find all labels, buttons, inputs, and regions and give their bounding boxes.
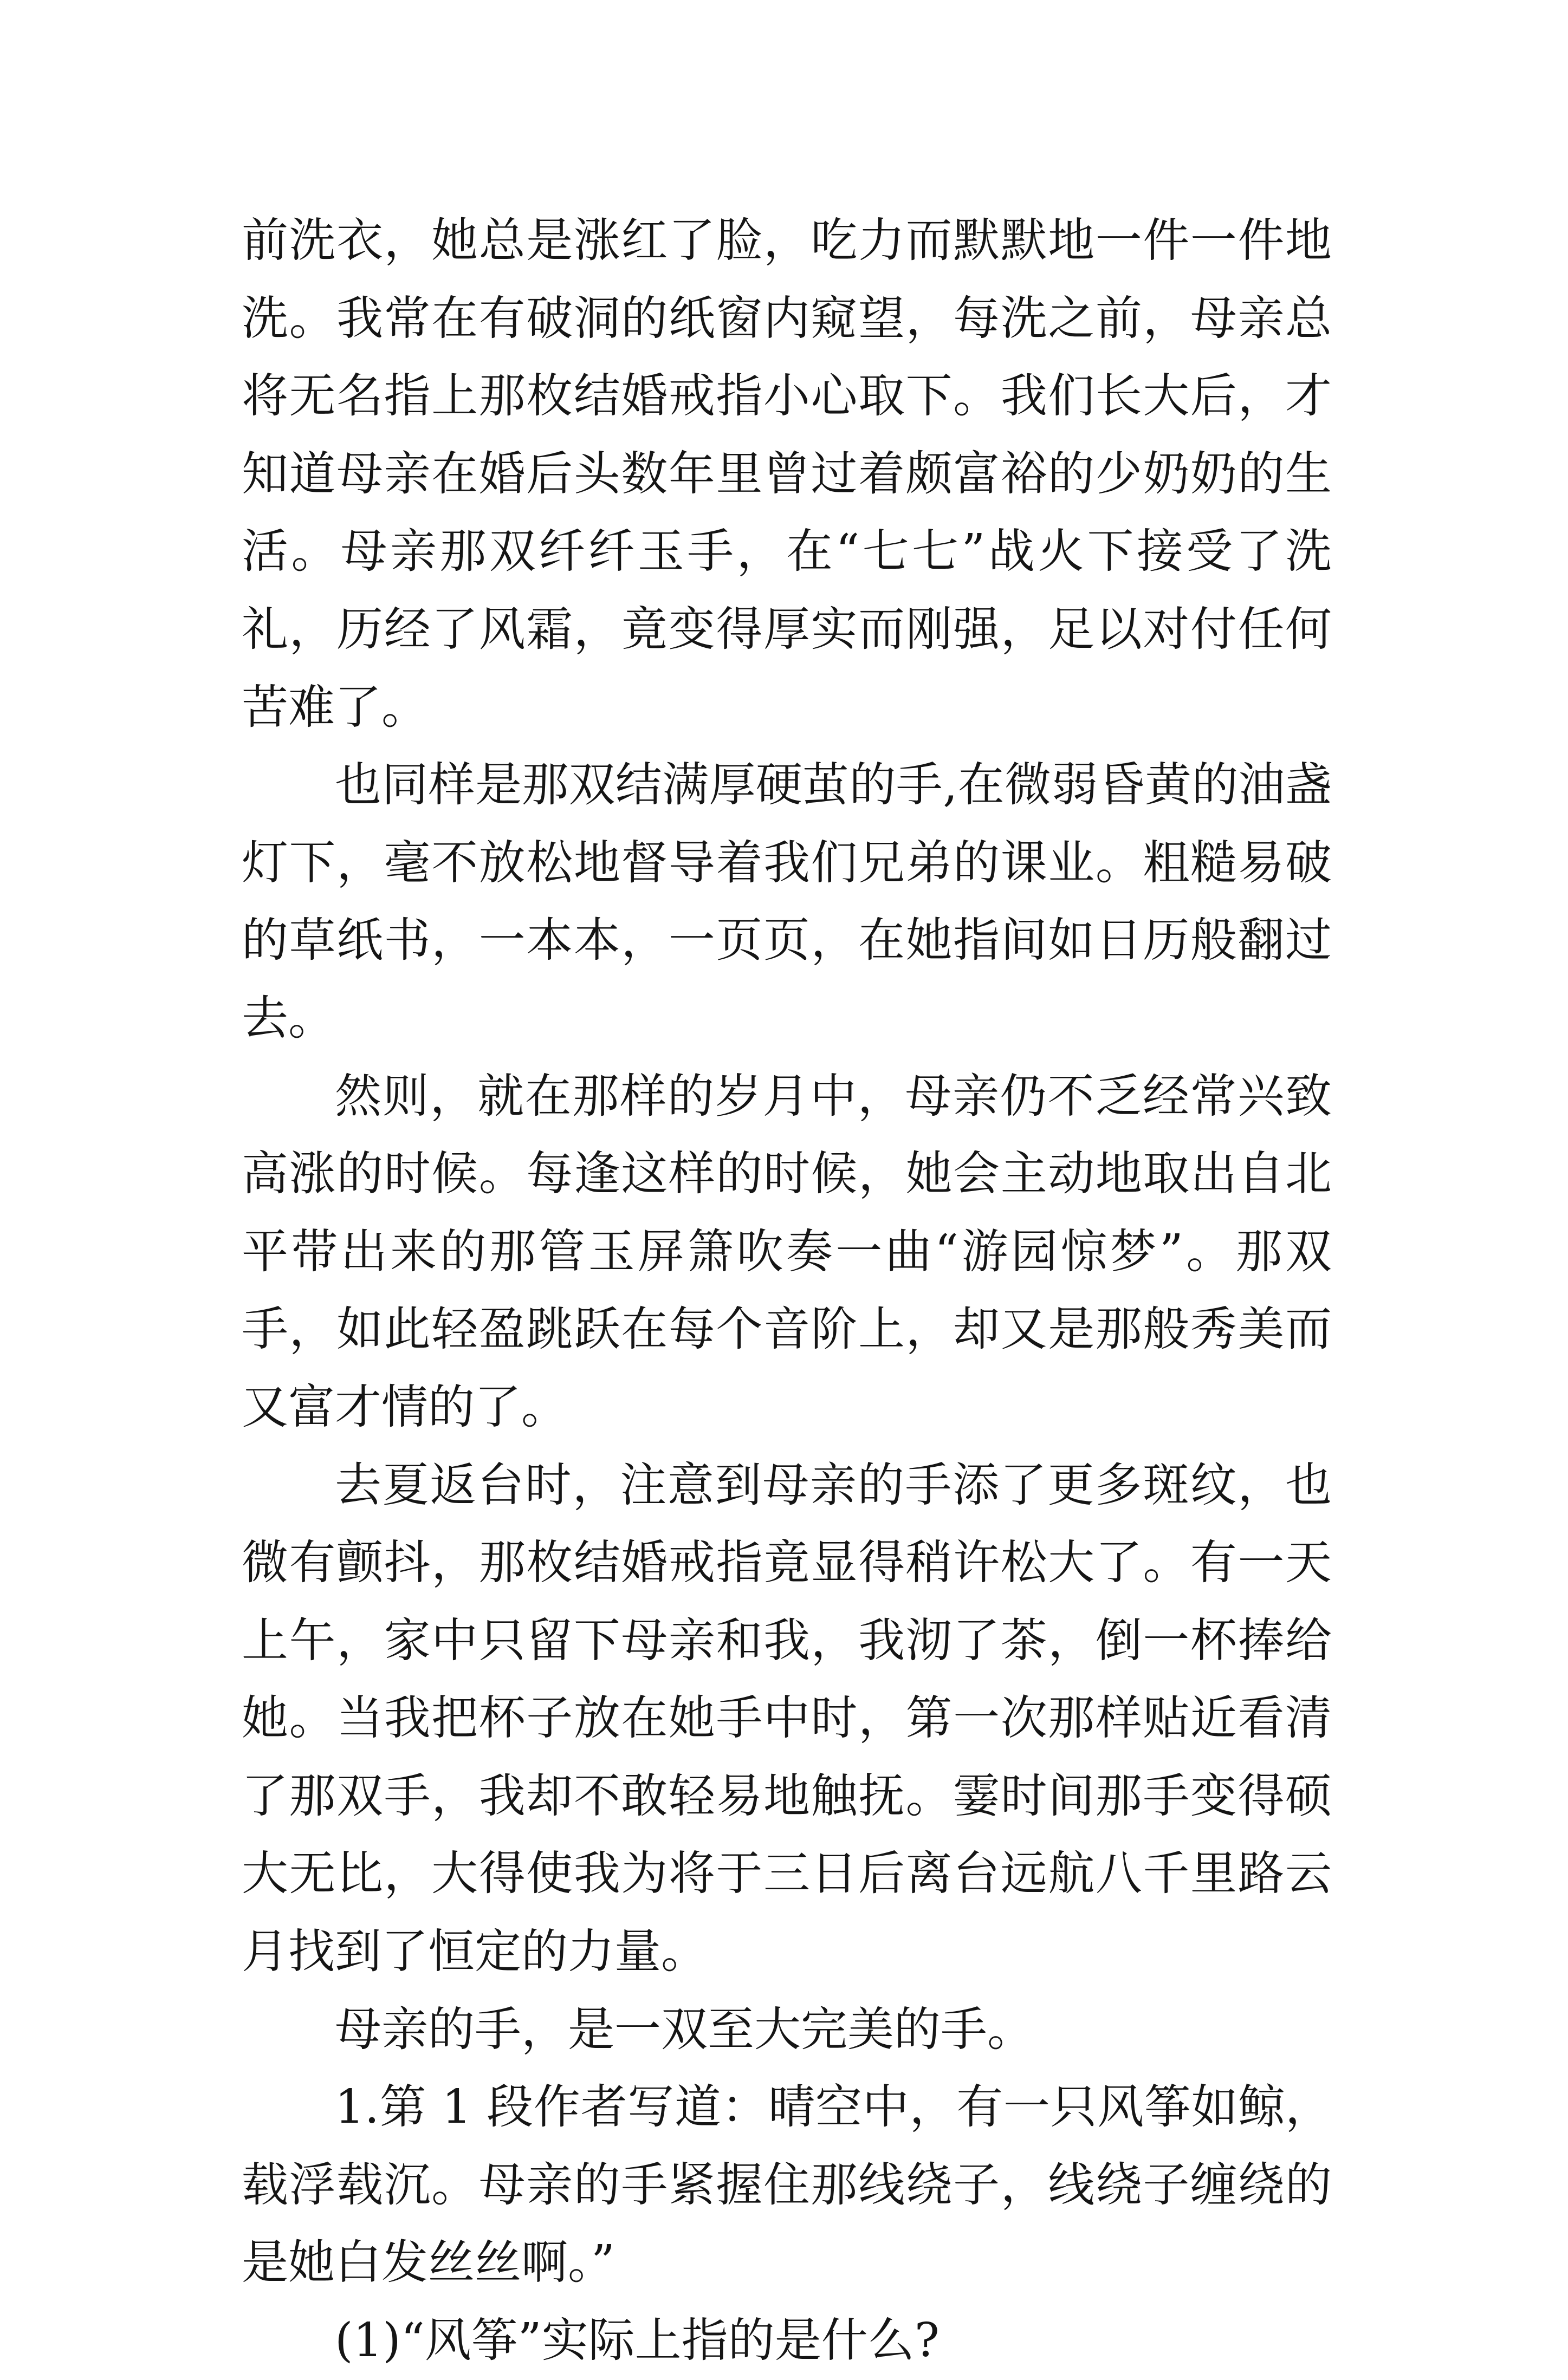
paragraph: 也同样是那双结满厚硬茧的手,在微弱昏黄的油盏灯下，毫不放松地督导着我们兄弟的课业。粗糙易破的草纸书，一本本，一页页，在她指间如日历般翻过去。	[242, 758, 1332, 1045]
question-1: 1.第 1 段作者写道：晴空中，有一只风筝如鲸，载浮载沉。母亲的手紧握住那线绕子，线绕子缠绕的是她白发丝丝啊。”	[242, 2080, 1332, 2290]
paragraph-continued: 前洗衣，她总是涨红了脸，吃力而默默地一件一件地洗。我常在有破洞的纸窗内窥望，每洗之前，母亲总将无名指上那枚结婚戒指小心取下。我们长大后，才知道母亲在婚后头数年里曾过着颇富裕的少奶奶的生活。母亲那双纤纤玉手，在“七七”战火下接受了洗礼，历经了风霜，竟变得厚实而刚强，足以对付任何苦难了。	[242, 213, 1332, 734]
paragraph: 去夏返台时，注意到母亲的手添了更多斑纹，也微有颤抖，那枚结婚戒指竟显得稍许松大了。有一天上午，家中只留下母亲和我，我沏了茶，倒一杯捧给她。当我把杯子放在她手中时，第一次那样贴近看清了那双手，我却不敢轻易地触抚。霎时间那手变得硕大无比，大得使我为将于三日后离台远航八千里路云月找到了恒定的力量。	[242, 1458, 1332, 1979]
paragraph: 然则，就在那样的岁月中，母亲仍不乏经常兴致高涨的时候。每逢这样的时候，她会主动地取出自北平带出来的那管玉屏箫吹奏一曲“游园惊梦”。那双手，如此轻盈跳跃在每个音阶上，却又是那般秀美而又富才情的了。	[242, 1069, 1332, 1434]
document-body	[242, 202, 1332, 2380]
question-1-part-1: (1)“风筝”实际上指的是什么?	[335, 2313, 939, 2368]
closing-paragraph: 母亲的手，是一双至大完美的手。	[335, 2002, 1034, 2057]
